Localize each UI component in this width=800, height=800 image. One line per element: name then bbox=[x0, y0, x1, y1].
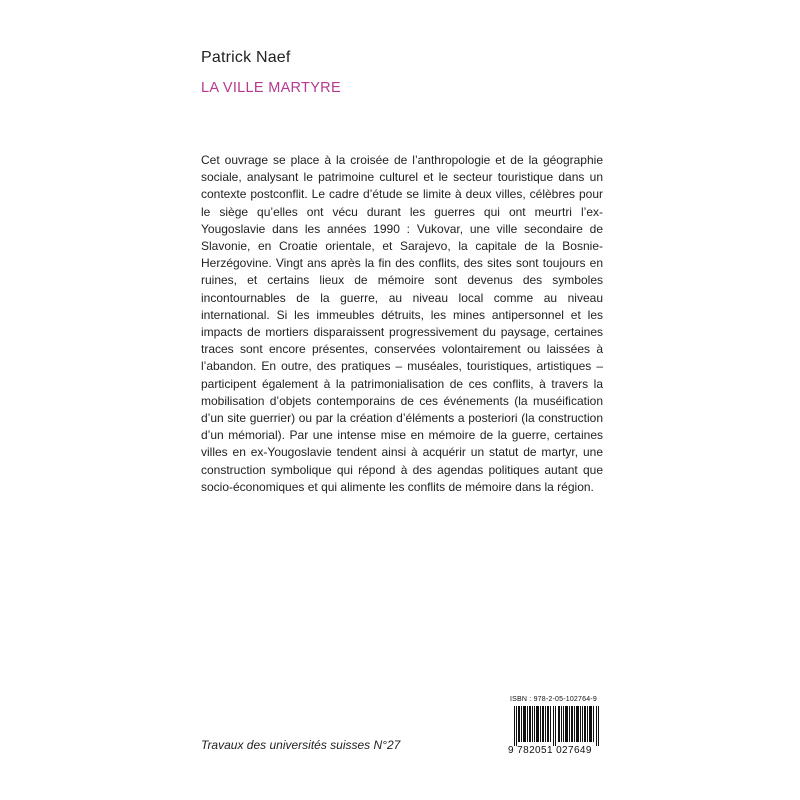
series-name: Travaux des universités suisses N°27 bbox=[201, 738, 401, 752]
book-title: LA VILLE MARTYRE bbox=[201, 80, 341, 96]
isbn-label: ISBN : 978-2-05-102764-9 bbox=[510, 696, 597, 703]
author-name: Patrick Naef bbox=[201, 49, 291, 66]
barcode-digits: 9 782051 027649 bbox=[508, 745, 592, 756]
back-cover-blurb: Cet ouvrage se place à la croisée de l’anthropologie et de la géographie sociale, analysant le patrimoine culturel et le secteur touristique dans un contexte postconflit. Le cadre d’étude se limite à deux villes, célèbres pour le siège qu’elles ont vécu durant les guerres qui ont meurtri l’ex-Yougoslavie dans les années 1990 : Vukovar, une ville secondaire de Slavonie, en Croatie orientale, et Sarajevo, la capitale de la Bosnie-Herzégovine. Vingt ans après la fin des conflits, des sites sont toujours en ruines, et certains lieux de mémoire sont devenus des symboles incontournables de la guerre, au niveau local comme au niveau international. Si les immeubles détruits, les mines antipersonnel et les impacts de mortiers disparaissent progressivement du paysage, certaines traces sont encore présentes, conservées volontairement ou laissées à l’abandon. En outre, des pratiques – muséales, touristiques, artistiques – participent également à la patrimonialisation de ces conflits, à travers la mobilisation d’objets contemporains de ces événements (la muséification d’un site guerrier) ou par la création d’éléments a posteriori (la construction d’un mémorial). Par une intense mise en mémoire de la guerre, certaines villes en ex-Yougoslavie tendent ainsi à acquérir un statut de martyr, une construction symbolique qui répond à des agendas politiques autant que socio-économiques et qui alimente les conflits de mémoire dans la région. bbox=[201, 153, 603, 494]
barcode-bars-icon bbox=[508, 706, 605, 746]
isbn-barcode bbox=[508, 696, 605, 758]
